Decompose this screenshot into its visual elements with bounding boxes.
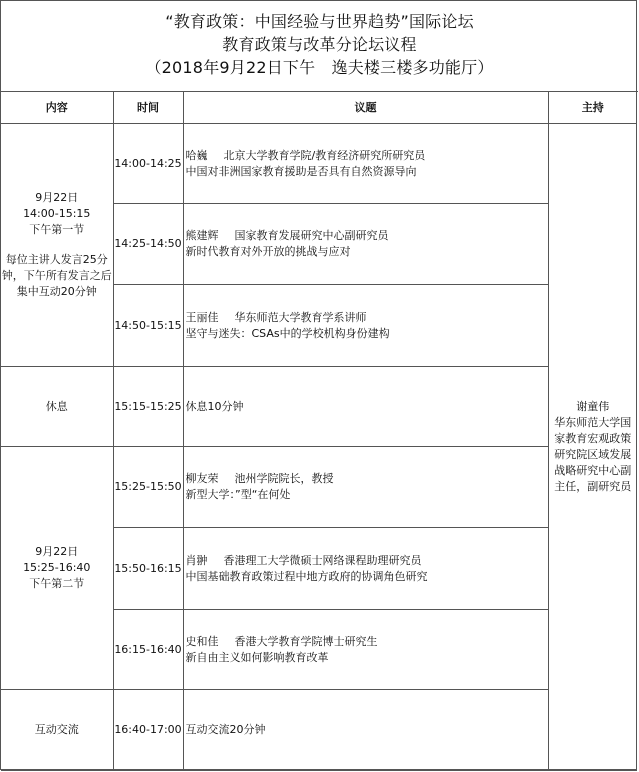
speaker-name: 哈巍 xyxy=(185,148,208,162)
topic-cell xyxy=(183,690,548,771)
table-header-row xyxy=(1,92,637,124)
topic-cell xyxy=(183,610,548,690)
talk-title: 中国基础教育政策过程中地方政府的协调角色研究 xyxy=(185,569,428,583)
speaker-name: 熊建辉 xyxy=(185,229,219,242)
col-header-content: 内容 xyxy=(1,92,113,124)
speaker-affiliation: 池州学院院长，教授 xyxy=(234,472,334,485)
session-second-name: 下午第二节 xyxy=(29,577,85,590)
break-cell: 休息 xyxy=(1,367,113,447)
session-first-note: 每位主讲人发言25分钟，下午所有发言之后集中互动20分钟 xyxy=(1,253,112,298)
agenda-header xyxy=(1,1,638,92)
talk-title: 新时代教育对外开放的挑战与应对 xyxy=(185,245,351,258)
time-cell: 16:15-16:40 xyxy=(113,610,183,690)
speaker-name: 王丽佳 xyxy=(185,310,219,324)
topic-cell xyxy=(183,528,548,610)
subforum-title: 教育政策与改革分论坛议程 xyxy=(222,35,417,54)
break-title: 休息10分钟 xyxy=(185,399,244,413)
session-second-cell xyxy=(1,447,113,690)
speaker-affiliation: 北京大学教育学院/教育经济研究所研究员 xyxy=(223,148,426,162)
col-header-host: 主持 xyxy=(548,92,637,124)
time-cell: 15:50-16:15 xyxy=(113,528,183,610)
speaker-affiliation: 国家教育发展研究中心副研究员 xyxy=(234,229,389,242)
interaction-title: 互动交流20分钟 xyxy=(185,723,266,736)
session-first-date: 9月22日 xyxy=(35,191,79,204)
col-header-time: 时间 xyxy=(113,92,183,124)
talk-title: 新型大学：”型“在何处 xyxy=(185,488,291,501)
table-row xyxy=(1,124,637,204)
topic-cell xyxy=(183,367,548,447)
forum-title: “教育政策：中国经验与世界趋势”国际论坛 xyxy=(165,12,474,31)
time-cell: 14:25-14:50 xyxy=(113,204,183,285)
talk-title: 坚守与迷失：CSAs中的学校机构身份建构 xyxy=(185,326,390,340)
session-second-time: 15:25-16:40 xyxy=(23,561,91,574)
speaker-name: 史和佳 xyxy=(185,634,219,648)
host-name: 谢童伟 xyxy=(576,400,610,413)
topic-cell xyxy=(183,447,548,528)
table-row xyxy=(1,690,637,771)
speaker-name: 柳友荣 xyxy=(185,472,219,485)
session-first-name: 下午第一节 xyxy=(29,223,85,236)
speaker-affiliation: 香港理工大学微硕士网络课程助理研究员 xyxy=(223,553,422,567)
table-row xyxy=(1,447,637,528)
topic-cell xyxy=(183,124,548,204)
speaker-affiliation: 香港大学教育学院博士研究生 xyxy=(234,634,378,648)
time-cell: 15:15-15:25 xyxy=(113,367,183,447)
agenda-table xyxy=(1,92,637,771)
time-cell: 14:50-15:15 xyxy=(113,285,183,367)
host-description: 华东师范大学国家教育宏观政策研究院区域发展战略研究中心副主任，副研究员 xyxy=(554,416,632,493)
topic-cell xyxy=(183,285,548,367)
time-cell: 14:00-14:25 xyxy=(113,124,183,204)
host-cell xyxy=(548,124,637,771)
session-first-cell xyxy=(1,124,113,367)
date-venue: （2018年9月22日下午 逸夫楼三楼多功能厅） xyxy=(145,58,494,77)
topic-cell xyxy=(183,204,548,285)
table-row xyxy=(1,367,637,447)
col-header-topic: 议题 xyxy=(183,92,548,124)
talk-title: 中国对非洲国家教育援助是否具有自然资源导向 xyxy=(185,164,417,178)
time-cell: 15:25-15:50 xyxy=(113,447,183,528)
time-cell: 16:40-17:00 xyxy=(113,690,183,771)
interaction-cell: 互动交流 xyxy=(1,690,113,771)
session-second-date: 9月22日 xyxy=(35,545,79,558)
talk-title: 新自由主义如何影响教育改革 xyxy=(185,650,329,664)
session-first-time: 14:00-15:15 xyxy=(23,207,91,220)
speaker-affiliation: 华东师范大学教育学系讲师 xyxy=(234,310,367,324)
speaker-name: 肖翀 xyxy=(185,553,208,567)
